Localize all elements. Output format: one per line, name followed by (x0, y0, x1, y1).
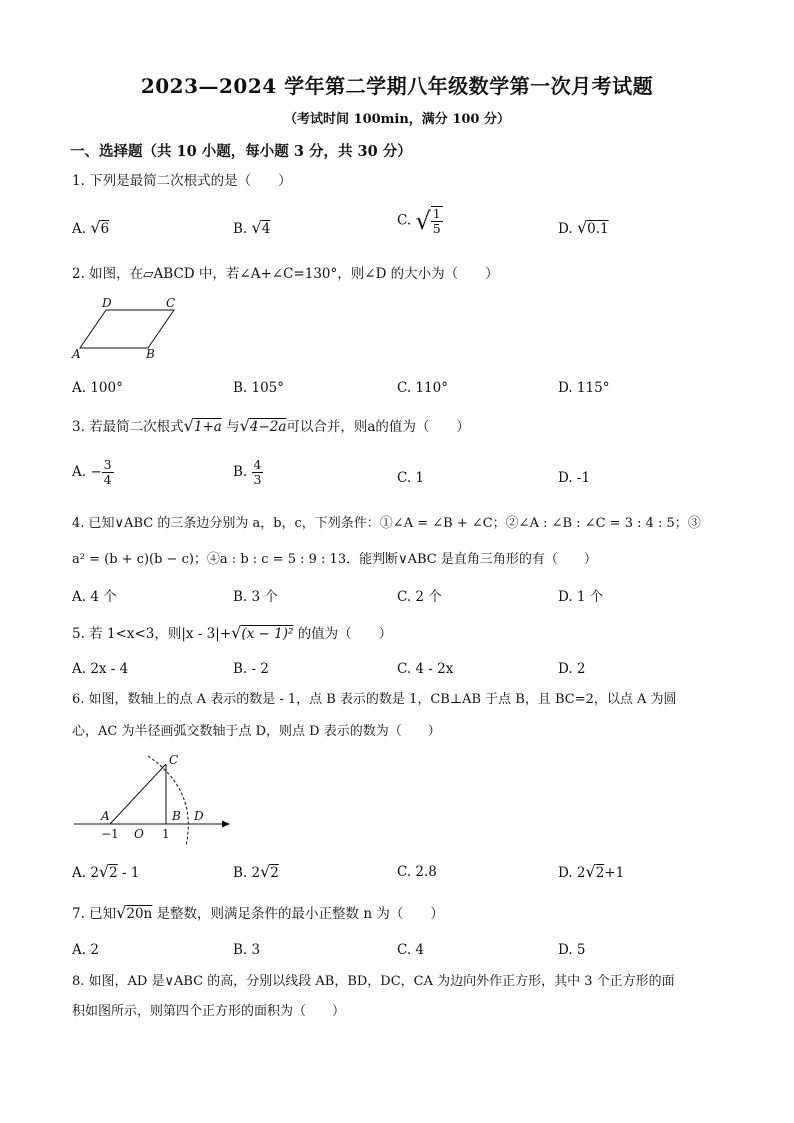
question-4-line-2: a² = (b + c)(b − c)；④a : b : c = 5 : 9 : 13．能判断∨ABC 是直角三角形的有（ ） (72, 552, 597, 567)
q6-option-d: D. 2√2+1 (558, 862, 625, 881)
fig-label-c: C (169, 753, 179, 767)
fig-label-d: D (194, 809, 204, 823)
tick-label-o: O (134, 827, 144, 841)
q3-option-c: C. 1 (397, 470, 425, 486)
q3-option-a: A. − $\frac{3}{4}$ (72, 457, 112, 487)
question-6-line-2: 心，AC 为半径画弧交数轴于点 D，则点 D 表示的数为（ ） (72, 724, 441, 739)
q2-option-c: C. 110° (397, 380, 448, 396)
page-title: 2023—2024 学年第二学期八年级数学第一次月考试题 (140, 74, 654, 98)
question-8-line-1: 8. 如图，AD 是∨ABC 的高，分别以线段 AB，BD，DC，CA 为边向外作正方形，其中 3 个正方形的面 (72, 974, 675, 989)
q1-option-d: D. √0.1 (558, 218, 609, 237)
q1-option-b: B. √4 (233, 218, 271, 237)
question-4-line-1: 4. 已知∨ABC 的三条边分别为 a，b，c，下列条件：①∠A = ∠B + ∠C；②∠A : ∠B : ∠C = 3 : 4 : 5；③ (72, 516, 701, 531)
tick-label-1: 1 (162, 827, 170, 841)
q7-option-d: D. 5 (558, 942, 586, 958)
q3-option-b: B. $\frac{4}{3}$ (233, 457, 262, 487)
q5-option-b: B. - 2 (233, 661, 269, 677)
q5-option-a: A. 2x - 4 (72, 661, 129, 677)
q5-option-d: D. 2 (558, 661, 586, 677)
question-2-stem: 2. 如图，在▱ABCD 中，若∠A+∠C=130°，则∠D 的大小为（ ） (72, 266, 499, 282)
q4-option-a: A. 4 个 (72, 589, 117, 605)
fig-label-a: A (72, 347, 81, 361)
q6-option-a: A. 2√2 - 1 (72, 862, 140, 881)
q4-option-d: D. 1 个 (558, 589, 604, 605)
q1-option-c: C. √ $\frac{1}{5}$ (397, 206, 441, 236)
question-3-stem: 3. 若最简二次根式√1+a 与√4−2a可以合并，则a的值为（ ） (72, 416, 470, 435)
section-heading: 一、选择题（共 10 小题，每小题 3 分，共 30 分） (70, 143, 412, 160)
tick-label-neg1: −1 (101, 827, 119, 841)
fig-label-d: D (102, 296, 112, 310)
q6-option-c: C. 2.8 (397, 864, 437, 880)
fig-label-b: B (146, 347, 155, 361)
question-8-line-2: 积如图所示，则第四个正方形的面积为（ ） (72, 1004, 346, 1019)
q2-option-d: D. 115° (558, 380, 610, 396)
number-line-figure (68, 750, 238, 850)
question-7-stem: 7. 已知√20n 是整数，则满足条件的最小正整数 n 为（ ） (72, 903, 444, 922)
q3-option-d: D. -1 (558, 470, 591, 486)
fig-label-b: B (172, 809, 181, 823)
question-6-line-1: 6. 如图，数轴上的点 A 表示的数是 - 1，点 B 表示的数是 1，CB⊥AB 于点 B，且 BC=2，以点 A 为圆 (72, 692, 677, 707)
q2-option-a: A. 100° (72, 380, 123, 396)
exam-info: （考试时间 100min，满分 100 分） (284, 112, 510, 127)
parallelogram-figure (68, 296, 188, 360)
q1-option-a: A. √6 (72, 218, 110, 237)
question-5-stem: 5. 若 1<x<3，则|x - 3|+√(x − 1)² 的值为（ ） (72, 623, 393, 642)
q6-option-b: B. 2√2 (233, 862, 279, 881)
fig-label-c: C (166, 296, 176, 310)
fig-label-a: A (101, 809, 110, 823)
q5-option-c: C. 4 - 2x (397, 661, 454, 677)
q2-option-b: B. 105° (233, 380, 285, 396)
q7-option-c: C. 4 (397, 942, 425, 958)
q7-option-a: A. 2 (72, 942, 99, 958)
question-1-stem: 1. 下列是最简二次根式的是（ ） (72, 173, 292, 189)
q7-option-b: B. 3 (233, 942, 261, 958)
q4-option-b: B. 3 个 (233, 589, 278, 605)
q4-option-c: C. 2 个 (397, 589, 442, 605)
